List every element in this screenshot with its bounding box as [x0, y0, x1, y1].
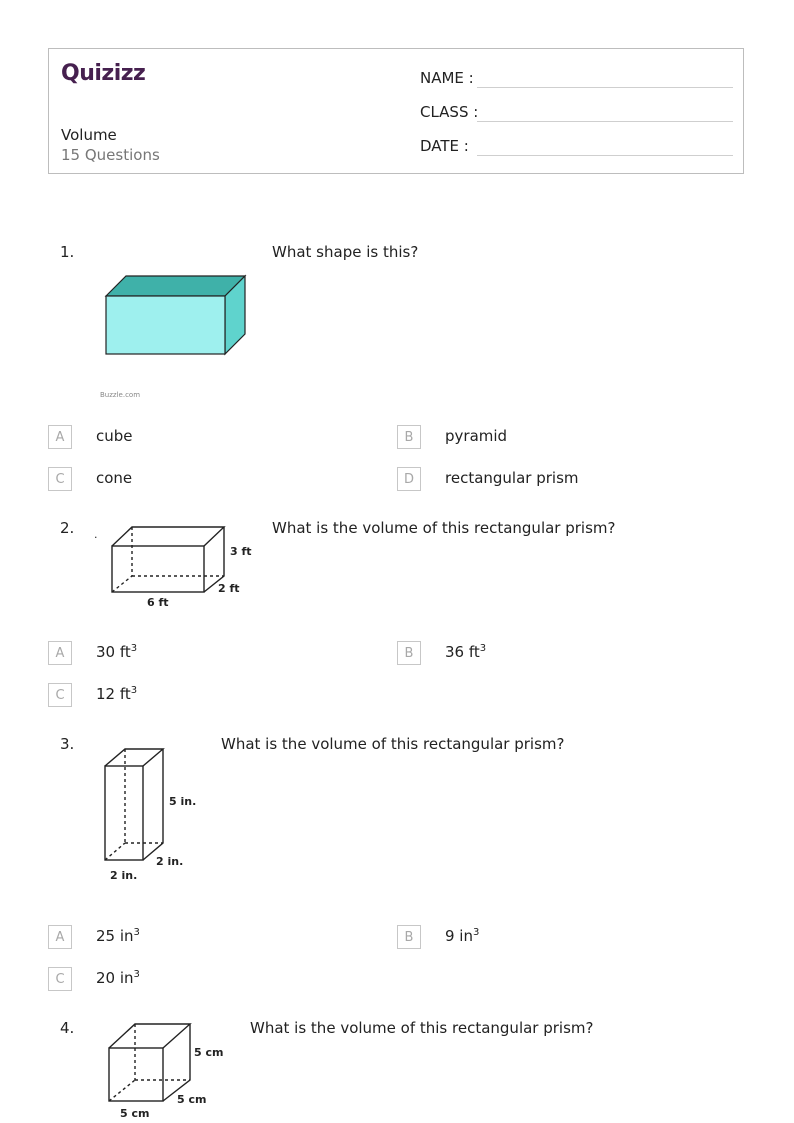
option-letter: A [48, 425, 72, 449]
date-line[interactable] [477, 155, 733, 156]
depth-label: 2 in. [156, 855, 184, 868]
option-text: cube [96, 427, 133, 445]
option-text: cone [96, 469, 133, 487]
height-label: 5 in. [169, 795, 197, 808]
class-line[interactable] [477, 121, 733, 122]
question-count: 15 Questions [61, 146, 160, 164]
date-label: DATE : [420, 137, 469, 155]
option-text: rectangular prism [445, 469, 579, 487]
prism-image [96, 742, 206, 884]
option-letter: C [48, 967, 72, 991]
option-letter: C [48, 467, 72, 491]
image-marker: . [94, 528, 98, 541]
width-label: 5 cm [120, 1107, 150, 1120]
worksheet-header [48, 48, 744, 174]
option-text: pyramid [445, 427, 508, 445]
option-text: 30 $ft^3$ [96, 643, 138, 661]
option-letter: B [397, 925, 421, 949]
option-letter: D [397, 467, 421, 491]
option-letter: A [48, 641, 72, 665]
question-number: 1. [60, 243, 75, 261]
depth-label: 2 ft [218, 582, 240, 595]
option-text: 9 $in^3$ [445, 927, 480, 945]
name-label: NAME : [420, 69, 474, 87]
prism-image [96, 268, 256, 403]
question-number: 4. [60, 1019, 75, 1037]
option-text: 12 $ft^3$ [96, 685, 138, 703]
quizizz-logo: Quizizz [61, 61, 146, 86]
image-caption: Buzzle.com [100, 391, 141, 399]
class-label: CLASS : [420, 103, 479, 121]
cube-image [96, 1018, 236, 1122]
height-label: 5 cm [194, 1046, 224, 1059]
width-label: 2 in. [110, 869, 138, 882]
option-text: 36 $ft^3$ [445, 643, 487, 661]
question-text: What is the volume of this rectangular prism? [221, 735, 565, 753]
option-text: 25 $in^3$ [96, 927, 140, 945]
height-label: 3 ft [230, 545, 252, 558]
question-number: 2. [60, 519, 75, 537]
name-field [420, 69, 474, 87]
option-letter: B [397, 425, 421, 449]
question-text: What is the volume of this rectangular prism? [250, 1019, 594, 1037]
class-field [420, 103, 478, 121]
question-text: What is the volume of this rectangular prism? [272, 519, 616, 537]
question-text: What shape is this? [272, 243, 419, 261]
worksheet-title: Volume [61, 126, 117, 144]
prism-image [92, 522, 260, 614]
option-text: 20 $in^3$ [96, 969, 140, 987]
option-letter: B [397, 641, 421, 665]
option-letter: C [48, 683, 72, 707]
depth-label: 5 cm [177, 1093, 207, 1106]
date-field [420, 137, 469, 155]
width-label: 6 ft [147, 596, 169, 609]
question-number: 3. [60, 735, 75, 753]
option-letter: A [48, 925, 72, 949]
name-line[interactable] [477, 87, 733, 88]
